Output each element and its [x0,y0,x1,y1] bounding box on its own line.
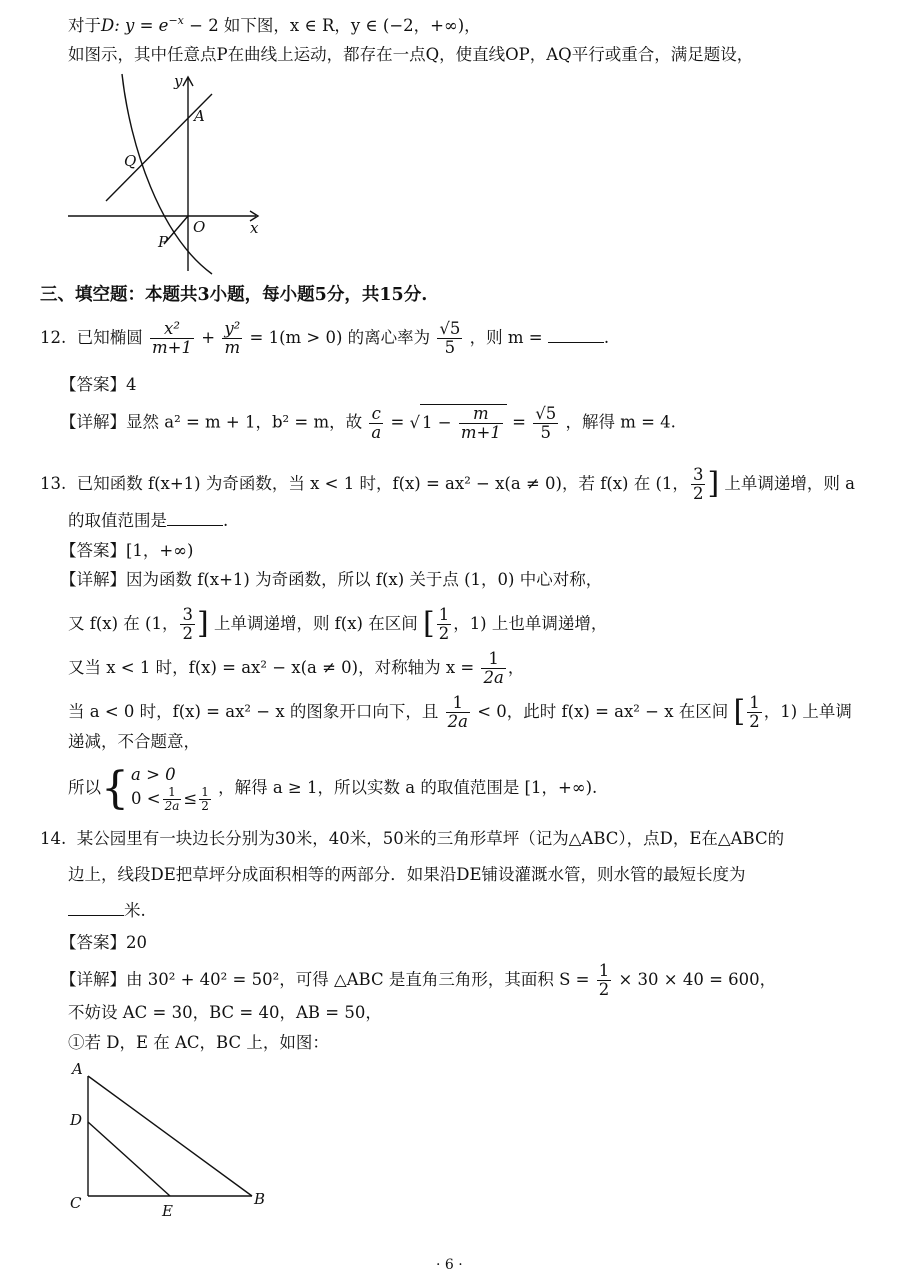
label-e: E [162,1202,173,1220]
q12-detail: 【详解】显然 a² = m + 1，b² = m，故 $\frac{c}{a}$ = √ 1 − $\frac{m}{m+1}$ = $\frac{√5}{5}$ ，解得 m = 4. [60,403,676,442]
question-13: 13. 已知函数 f(x+1) 为奇函数，当 x < 1 时，f(x) = ax² − x(a ≠ 0)，若 f(x) 在 (1， $\frac{3}{2}$ ] 上单调递增，则 a [40,465,855,503]
label-q: Q [124,152,137,170]
q13-detail-4: 当 a < 0 时，f(x) = ax² − x 的图象开口向下，且 $\frac{1}{2a}$ < 0，此时 f(x) = ax² − x 在区间 [ $\frac{1}{2}$ ，1) 上单调 [68,693,852,731]
q12-answer [60,374,137,396]
q12-frac-1: $\frac{\text{x²}}{m+1}$ [152,319,192,357]
intro-text: 对于 [68,16,101,35]
triangle-figure [62,1058,282,1224]
label-o: O [193,218,206,236]
question-14-line-3: 米. [68,900,146,922]
case-system: a > 0 0 < $\frac{1}{2a}$ ≤ $\frac{1}{2}$ [131,765,209,813]
label-p: P [158,233,169,251]
label-a: A [72,1060,83,1078]
q13-detail-5: 递减，不合题意， [68,732,200,751]
intro-exponent: −x [168,14,184,27]
question-12: 12. 已知椭圆 $\frac{\text{x²}}{m+1}$ + $\frac{\text{y²}}{m}$ = 1(m > 0) 的离心率为 $\frac{√5}{5}$ ，则 m = . [40,319,610,357]
detail-label: 【详解】 [60,412,126,432]
label-c: C [70,1194,82,1212]
q14-answer-blank [68,901,124,916]
label-x: x [250,219,259,237]
q13-detail-6: 所以{ a > 0 0 < $\frac{1}{2a}$ ≤ $\frac{1}{2}$ ，解得 a ≥ 1，所以实数 a 的取值范围是 [1，+∞). [68,762,598,814]
side-ab [88,1076,252,1196]
label-y: y [174,72,183,90]
intro-rest: − 2 如下图，x ∈ R，y ∈ (−2，+∞)， [183,16,481,35]
label-b: B [254,1190,266,1208]
section-title: 三、填空题：本题共3小题，每小题5分，共15分. [40,285,428,305]
intro-d: D [101,16,115,35]
answer-value: 4 [126,375,137,394]
system-brace: { [101,762,129,814]
question-14-line-1: 14. 某公园里有一块边长分别为30米，40米，50米的三角形草坪（记为△ABC），点D，E在△ABC的 [40,829,785,848]
sqrt-expression: √ 1 − $\frac{m}{m+1}$ [410,404,507,442]
intro-line-1 [68,10,481,37]
label-d: D [70,1111,83,1129]
question-13-line-2: 的取值范围是 . [68,511,229,530]
q13-answer: 【答案】[1，+∞) [60,541,194,560]
q14-detail-3: ①若 D，E 在 AC，BC 上，如图： [68,1033,329,1052]
q13-detail-1: 【详解】因为函数 f(x+1) 为奇函数，所以 f(x) 关于点 (1，0) 中心对称， [60,570,603,589]
intro-line-2: 如图示，其中任意点P在曲线上运动，都存在一点Q，使直线OP，AQ平行或重合，满足题设， [68,45,754,64]
q12-text: 已知椭圆 [76,328,143,347]
exponential-graph [60,66,275,281]
q13-answer-blank [167,511,223,526]
segment-de [88,1122,170,1196]
q12-answer-blank [548,328,604,343]
intro-formula: : y = e [114,16,169,35]
q14-detail-1: 【详解】由 30² + 40² = 50²，可得 △ABC 是直角三角形，其面积 S = $\frac{1}{2}$ × 30 × 40 = 600， [60,961,777,999]
page-number: · 6 · [436,1257,463,1273]
q14-detail-2: 不妨设 AC = 30，BC = 40，AB = 50， [68,1003,382,1022]
q12-frac-2: $\frac{\text{y²}}{m}$ [224,319,241,357]
q13-detail-3: 又当 x < 1 时，f(x) = ax² − x(a ≠ 0)，对称轴为 x = $\frac{1}{2a}$ ， [68,649,525,687]
q13-detail-2: 又 f(x) 在 (1， $\frac{3}{2}$ ] 上单调递增，则 f(x) 在区间 [ $\frac{1}{2}$ ，1) 上也单调递增， [68,605,608,643]
label-a: A [194,107,205,125]
q12-num: 12. [40,328,67,347]
answer-label: 【答案】 [60,375,126,394]
q14-answer: 【答案】20 [60,933,147,952]
q12-frac-3: $\frac{√5}{5}$ [439,319,461,357]
question-14-line-2: 边上，线段DE把草坪分成面积相等的两部分．如果沿DE铺设灌溉水管，则水管的最短长度为 [68,865,746,884]
